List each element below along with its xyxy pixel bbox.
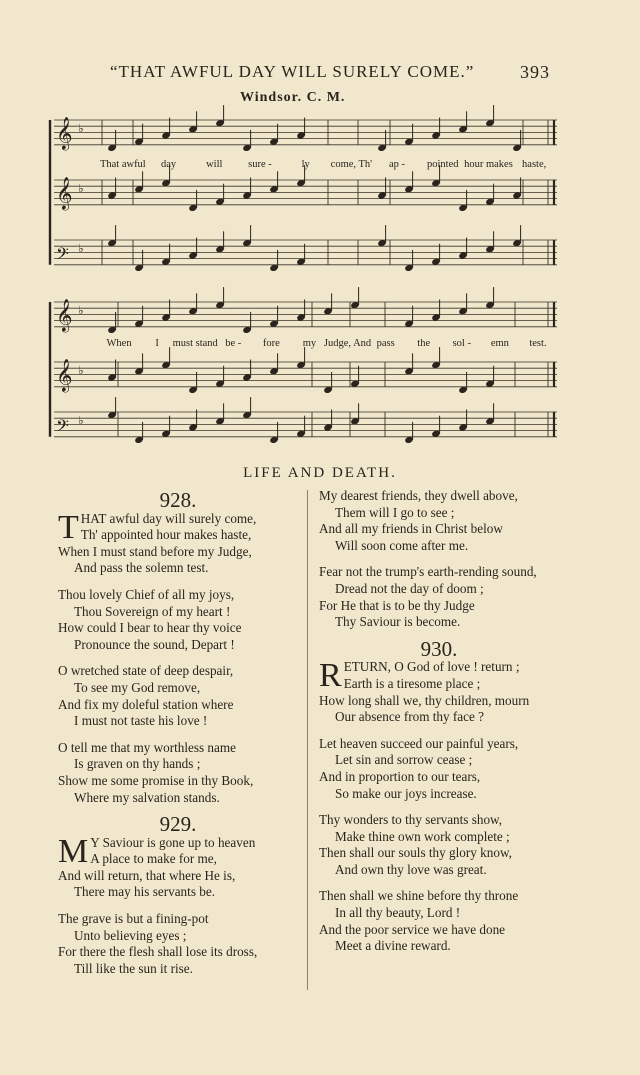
verse-line: There may his servants be. <box>74 884 215 900</box>
verse-line: Let sin and sorrow cease ; <box>335 752 473 768</box>
running-title: “THAT AWFUL DAY WILL SURELY COME.” <box>110 62 475 81</box>
tune-name: Windsor. C. M. <box>240 90 346 105</box>
lyric-word: Judge, And <box>323 338 372 349</box>
verse-line: Let heaven succeed our painful years, <box>319 735 519 751</box>
verse-line: Thou Sovereign of my heart ! <box>74 603 231 619</box>
verse-line: Make thine own work complete ; <box>335 828 510 844</box>
stanza <box>319 659 559 725</box>
lyric-word: hour makes <box>464 159 513 170</box>
stanza <box>319 488 559 554</box>
verse-line: Show me some promise in thy Book, <box>58 772 254 788</box>
verse-line: Thy Saviour is become. <box>335 614 461 630</box>
verse-line: ETURN, O God of love ! return ; <box>343 659 520 675</box>
lyric-word: be - <box>225 338 242 349</box>
stanza <box>58 508 298 577</box>
verse-line: Pronounce the sound, Depart ! <box>74 636 235 652</box>
drop-cap: M <box>58 832 89 870</box>
section-title: LIFE AND DEATH. <box>243 465 397 481</box>
hymn-number: 929. <box>159 812 197 837</box>
flat-icon: ♭ <box>78 181 84 196</box>
lyric-word: ly <box>301 159 310 170</box>
verse-line: Y Saviour is gone up to heaven <box>90 834 256 850</box>
verse-line: And pass the solemn test. <box>74 560 209 576</box>
lyric-word: the <box>417 338 431 349</box>
verse-line: Then shall our souls thy glory know, <box>319 845 512 861</box>
bass-clef-icon: 𝄢 <box>56 415 69 440</box>
page-number: 393 <box>520 62 550 82</box>
stanza <box>58 587 298 653</box>
flat-icon: ♭ <box>78 363 84 378</box>
verse-line: In all thy beauty, Lord ! <box>335 905 461 921</box>
verse-line: And the poor service we have done <box>319 921 506 937</box>
lyric-word: haste, <box>522 159 547 170</box>
verse-line: I must not taste his love ! <box>74 713 208 729</box>
treble-clef-icon: 𝄞 <box>56 298 73 332</box>
verse-line: Thou lovely Chief of all my joys, <box>58 586 235 602</box>
hymn-number: 928. <box>159 488 197 512</box>
lyric-word: must stand <box>172 338 218 349</box>
verse-line: The grave is but a fining-pot <box>58 911 209 927</box>
lyric-word: emn <box>490 338 509 349</box>
lyric-word: pointed <box>427 159 459 170</box>
verse-line: And own thy love was great. <box>335 861 487 877</box>
lyric-word: test. <box>529 338 547 349</box>
verse-line: Is graven on thy hands ; <box>74 756 201 772</box>
verse-line: Thy wonders to thy servants show, <box>319 812 503 828</box>
verse-line: For He that is to be thy Judge <box>319 597 475 613</box>
verse-line: Then shall we shine before thy throne <box>319 888 519 904</box>
verse-line: And will return, that where He is, <box>58 867 236 883</box>
lyric-word: will <box>206 159 223 170</box>
verse-line: O tell me that my worthless name <box>58 739 236 755</box>
stanza <box>319 888 559 954</box>
verse-line: Meet a divine reward. <box>335 938 451 954</box>
hymn-number: 930. <box>420 636 458 661</box>
verse-line: For there the flesh shall lose its dross, <box>58 944 258 960</box>
flat-icon: ♭ <box>78 413 84 428</box>
lyric-word: pass <box>376 338 395 349</box>
stanza <box>58 832 298 901</box>
verse-line: When I must stand before my Judge, <box>58 543 252 559</box>
stanza <box>319 736 559 802</box>
verse-line: Our absence from thy face ? <box>335 709 485 725</box>
flat-icon: ♭ <box>78 303 84 318</box>
verse-line: How long shall we, thy children, mourn <box>319 692 530 708</box>
flat-icon: ♭ <box>78 121 84 136</box>
verse-line: HAT awful day will surely come, <box>80 510 257 526</box>
verse-line: My dearest friends, they dwell above, <box>319 488 518 503</box>
verse-line: Will soon come after me. <box>335 537 469 553</box>
bass-clef-icon: 𝄢 <box>56 243 69 268</box>
stanza <box>58 911 298 977</box>
drop-cap: T <box>58 508 79 546</box>
lyric-word: I <box>155 338 159 349</box>
verse-line: Where my salvation stands. <box>74 789 220 805</box>
lyric-word: sure - <box>248 159 272 170</box>
left-column <box>58 488 298 987</box>
lyric-word: sol - <box>452 338 471 349</box>
lyric-word: day <box>160 159 177 170</box>
verse-line: O wretched state of deep despair, <box>58 663 234 679</box>
column-divider <box>307 490 308 990</box>
verse-line: Dread not the day of doom ; <box>335 580 484 596</box>
verse-line: Till like the sun it rise. <box>74 960 193 976</box>
verse-line: Earth is a tiresome place ; <box>343 675 481 691</box>
right-column <box>319 488 559 965</box>
treble-clef-icon: 𝄞 <box>56 176 73 210</box>
verse-line: And fix my doleful station where <box>58 696 234 712</box>
stanza <box>319 564 559 630</box>
stanza <box>58 740 298 806</box>
verse-line: Them will I go to see ; <box>335 504 455 520</box>
verse-line: And all my friends in Christ below <box>319 521 503 537</box>
verse-line: Unto believing eyes ; <box>74 927 187 943</box>
verse-line: And in proportion to our tears, <box>319 768 481 784</box>
lyric-word: my <box>302 338 317 349</box>
lyric-word: When <box>106 338 132 349</box>
treble-clef-icon: 𝄞 <box>56 358 73 392</box>
verse-line: So make our joys increase. <box>335 785 477 801</box>
music-score <box>0 0 640 460</box>
verse-line: A place to make for me, <box>90 851 217 867</box>
drop-cap: R <box>319 657 342 695</box>
verse-line: Fear not the trump's earth-rending sound, <box>319 564 537 580</box>
treble-clef-icon: 𝄞 <box>56 116 73 150</box>
lyric-word: ap - <box>389 159 406 170</box>
lyric-word: That awful <box>99 159 146 170</box>
verse-line: Th' appointed hour makes haste, <box>80 527 252 543</box>
stanza <box>58 663 298 729</box>
lyric-word: fore <box>262 338 280 349</box>
stanza <box>319 812 559 878</box>
verse-line: To see my God remove, <box>74 679 201 695</box>
lyric-word: come, Th' <box>330 159 373 170</box>
flat-icon: ♭ <box>78 241 84 256</box>
verse-line: How could I bear to hear thy voice <box>58 620 242 636</box>
